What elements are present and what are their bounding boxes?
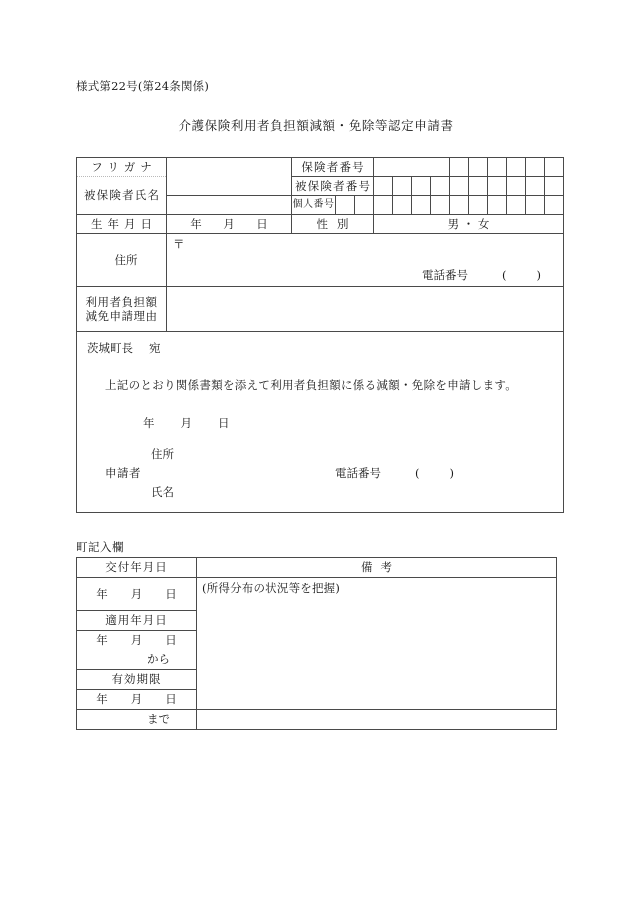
individual-number-box[interactable] [488,196,507,215]
municipal-section-heading: 町記入欄 [76,540,124,554]
apply-date-suffix: から [77,650,197,670]
insured-number-box[interactable] [507,177,526,196]
birthdate-value[interactable]: 年 月 日 [167,215,292,234]
declaration-block [77,332,564,513]
apply-date-value[interactable]: 年 月 日 [77,631,197,651]
individual-number-box[interactable] [393,196,412,215]
insured-number-box[interactable] [412,177,431,196]
table-row-declaration [77,332,564,513]
applicant-telephone-open-paren: ( [415,466,420,480]
individual-number-box[interactable] [336,196,355,215]
insured-number-box[interactable] [431,177,450,196]
address-telephone[interactable] [422,268,541,282]
applicant-telephone-label: 電話番号 [335,466,381,480]
remarks-note: (所得分布の状況等を把握) [202,581,341,595]
table-row-muni-header [77,558,557,578]
insurer-number-box[interactable] [450,158,469,177]
declaration-date[interactable] [143,416,230,430]
table-row-address [77,234,564,287]
furigana-label: フリガナ [77,158,167,177]
addressee-name: 茨城町長 [87,341,133,355]
insured-number-box[interactable] [488,177,507,196]
insurer-number-label: 保険者番号 [292,158,374,177]
declaration-sentence: 上記のとおり関係書類を添えて利用者負担額に係る減額・免除を申請します。 [105,378,518,392]
individual-number-box[interactable] [412,196,431,215]
applicant-telephone[interactable] [335,466,454,480]
expiry-date-value[interactable]: 年 月 日 [77,690,197,710]
insured-number-box[interactable] [393,177,412,196]
expiry-date-suffix: まで [77,710,197,730]
table-row-reason [77,287,564,332]
address-input[interactable] [167,234,564,287]
applicant-label: 申請者 [105,466,141,480]
applicant-address-label[interactable]: 住所 [151,447,174,461]
remarks-input-tail[interactable] [197,710,557,730]
gender-label: 性別 [292,215,374,234]
remarks-input[interactable] [197,578,557,710]
applicant-info-table [76,157,564,513]
declaration-date-day: 日 [218,416,230,430]
addressee-suffix: 宛 [149,341,161,355]
reason-input[interactable] [167,287,564,332]
table-row-expiry-suffix [77,710,557,730]
reason-label-line1: 利用者負担額 [85,294,158,309]
remarks-header: 備考 [197,558,557,578]
telephone-label: 電話番号 [422,267,468,282]
issue-date-value[interactable]: 年 月 日 [77,578,197,611]
individual-number-box[interactable] [431,196,450,215]
form-number: 様式第22号(第24条関係) [76,79,210,93]
reason-label-line2: 減免申請理由 [85,309,158,323]
insured-number-label: 被保険者番号 [292,177,374,196]
insured-name-label: 被保険者氏名 [77,177,167,215]
address-label: 住所 [77,234,167,287]
declaration-date-month: 月 [180,416,192,430]
individual-number-box[interactable] [507,196,526,215]
reason-label [77,287,167,332]
individual-number-box[interactable] [545,196,564,215]
individual-number-box[interactable] [469,196,488,215]
insured-number-box[interactable] [374,177,393,196]
postal-code-icon: 〒 [173,237,185,251]
applicant-telephone-close-paren: ) [449,466,454,480]
insured-number-box[interactable] [450,177,469,196]
individual-number-box[interactable] [450,196,469,215]
individual-number-box[interactable] [374,196,393,215]
insurer-number-box[interactable] [545,158,564,177]
gender-options[interactable]: 男 ・ 女 [374,215,564,234]
birthdate-label: 生年月日 [77,215,167,234]
insured-name-input[interactable] [167,158,292,196]
individual-number-box[interactable] [355,196,374,215]
insured-number-box[interactable] [469,177,488,196]
page-title: 介護保険利用者負担額減額・免除等認定申請書 [178,118,454,133]
municipal-table [76,557,557,730]
table-row-birthdate-gender [77,215,564,234]
insured-name-input-lower[interactable] [167,196,292,215]
table-row-insured-number [77,177,564,196]
insured-number-box[interactable] [526,177,545,196]
insurer-number-box[interactable] [488,158,507,177]
issue-date-header: 交付年月日 [77,558,197,578]
telephone-open-paren: ( [502,267,507,282]
insurer-number-box[interactable] [507,158,526,177]
insurer-number-box[interactable] [469,158,488,177]
insured-number-box[interactable] [545,177,564,196]
expiry-header: 有効期限 [77,670,197,690]
applicant-name-label[interactable]: 氏名 [151,485,174,499]
table-row-issue-date [77,578,557,611]
telephone-close-paren: ) [536,267,541,282]
individual-number-box[interactable] [526,196,545,215]
table-row-furigana [77,158,564,177]
declaration-date-year: 年 [143,416,155,430]
apply-date-header: 適用年月日 [77,611,197,631]
declaration-addressee [87,341,161,355]
insurer-number-box[interactable] [526,158,545,177]
insurer-number-gap [374,158,450,177]
individual-number-label: 個人番号 [292,196,336,215]
